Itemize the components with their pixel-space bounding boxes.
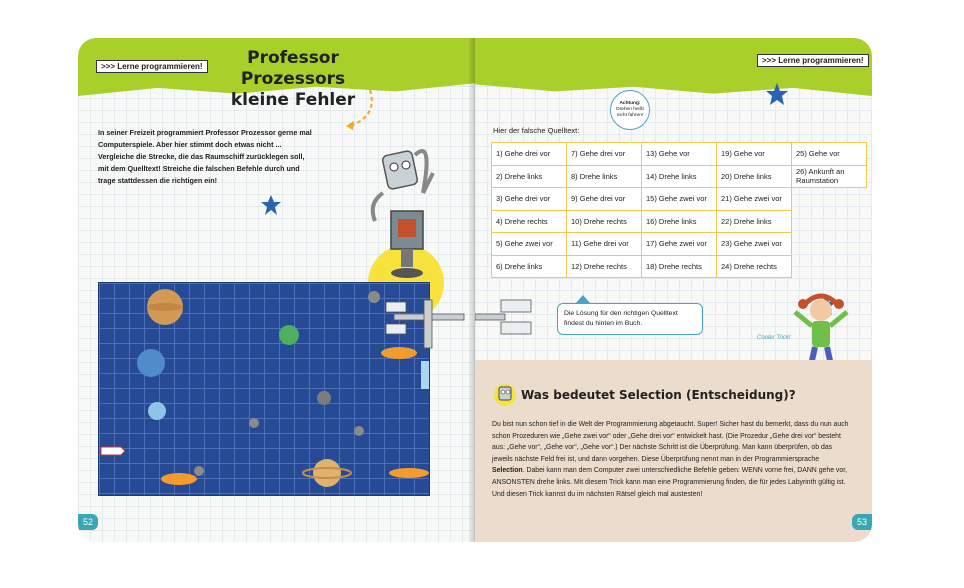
code-table-row [492, 188, 867, 211]
selection-keyword: Selection [492, 467, 523, 475]
code-table-cell: 3) Gehe drei vor [492, 188, 567, 211]
title-line-2: kleine Fehler [230, 90, 356, 110]
curved-arrow-icon [340, 86, 380, 136]
attention-line-1: Achtung: [619, 101, 641, 106]
code-table-cell: 9) Gehe drei vor [567, 188, 642, 211]
code-table-cell [792, 255, 867, 278]
space-grid-board [98, 282, 430, 496]
robot-head-icon [493, 381, 517, 407]
star-icon [260, 194, 282, 216]
intro-text: In seiner Freizeit programmiert Professor Prozessor gerne mal Computerspiele. Aber hier stimmt doch etwas nicht ... Vergleiche die Strecke, die das Raumschiff zurücklegen soll, mit dem Quelltext! Streiche die falschen Befehle durch und trage stattdessen die richtigen ein! [98, 128, 312, 185]
code-table-cell: 16) Drehe links [642, 210, 717, 233]
cool-trick-label: Cooler Trick! [757, 335, 791, 341]
section-tag-right: >>> Lerne programmieren! [757, 54, 869, 67]
code-table-cell: 7) Gehe drei vor [567, 143, 642, 166]
code-table-cell: 20) Drehe links [717, 165, 792, 188]
code-table-cell: 19) Gehe vor [717, 143, 792, 166]
code-table-row [492, 210, 867, 233]
space-station-illustration [384, 294, 475, 364]
code-table-cell: 11) Gehe drei vor [567, 233, 642, 256]
code-table-cell: 14) Drehe links [642, 165, 717, 188]
code-table-cell: 12) Drehe rechts [567, 255, 642, 278]
code-table-cell: 24) Drehe rechts [717, 255, 792, 278]
code-table-row [492, 255, 867, 278]
code-table-row [492, 143, 867, 166]
code-table-cell: 6) Drehe links [492, 255, 567, 278]
page-right [475, 38, 872, 542]
code-table-cell: 23) Gehe zwei vor [717, 233, 792, 256]
code-table-cell: 26) Ankunft an Raumstation [792, 165, 867, 188]
attention-note [610, 90, 650, 130]
code-label: Hier der falsche Quelltext: [493, 126, 580, 135]
page-left [78, 38, 475, 542]
code-table-cell [792, 233, 867, 256]
section-tag-left: >>> Lerne programmieren! [96, 60, 208, 73]
code-table [491, 142, 867, 278]
open-book [78, 38, 872, 542]
code-table-cell: 17) Gehe zwei vor [642, 233, 717, 256]
header-band-right [475, 38, 872, 96]
selection-body [492, 419, 852, 500]
attention-line-3: nicht fahren! [616, 113, 644, 118]
page-number-left: 52 [78, 514, 98, 530]
code-table-cell: 5) Gehe zwei vor [492, 233, 567, 256]
selection-title: Was bedeutet Selection (Entscheidung)? [521, 388, 796, 402]
code-table-cell: 1) Gehe drei vor [492, 143, 567, 166]
selection-text-2: . Dabei kann man dem Computer zwei unterschiedliche Befehle geben: WENN vorne frei, DANN gehe vor, ANSONSTEN drehe links. Mit diesem Trick kann man eine Programmierung finden, die für jedes Labyrinth gültig ist. Und diesen Trick kannst du im nächsten Rätsel gleich mal austesten! [492, 467, 848, 498]
code-table-cell: 25) Gehe vor [792, 143, 867, 166]
code-table-cell: 4) Drehe rechts [492, 210, 567, 233]
code-table-cell: 15) Gehe zwei vor [642, 188, 717, 211]
code-table-row [492, 165, 867, 188]
code-table-cell [792, 188, 867, 211]
selection-text-1: Du bist nun schon tief in die Welt der Programmierung abgetaucht. Super! Sicher hast du bemerkt, dass du nun auch schon Prozeduren wie „Gehe zwei vor“ oder „Gehe drei vor“ entwickelt hast. (Die Prozedur „Gehe drei vor“ besteht aus: „Gehe vor“, „Gehe vor“, „Gehe vor“.) Der nächste Schritt ist die Überprüfung. Man kann überprüfen, ob das jeweils nächste Feld frei ist, und dann vorgehen. Diese Überprüfung nennt man in der Programmiersprache [492, 421, 849, 463]
code-table-cell: 21) Gehe zwei vor [717, 188, 792, 211]
code-table-cell: 2) Drehe links [492, 165, 567, 188]
space-station-solar-panels [475, 294, 545, 364]
solution-hint-bubble: Die Lösung für den richtigen Quelltext findest du hinten im Buch. [557, 303, 703, 335]
star-icon [765, 82, 789, 106]
code-table-cell: 18) Drehe rechts [642, 255, 717, 278]
code-table-cell: 13) Gehe vor [642, 143, 717, 166]
code-table-row [492, 233, 867, 256]
code-table-cell: 10) Drehe rechts [567, 210, 642, 233]
code-table-cell: 22) Drehe links [717, 210, 792, 233]
attention-line-2: Drehen heißt [616, 107, 644, 112]
page-number-right: 53 [852, 514, 872, 530]
code-table-cell: 8) Drehe links [567, 165, 642, 188]
space-illustrations [99, 283, 429, 495]
code-table-cell [792, 210, 867, 233]
title-line-1: Professor Prozessors [240, 48, 346, 89]
